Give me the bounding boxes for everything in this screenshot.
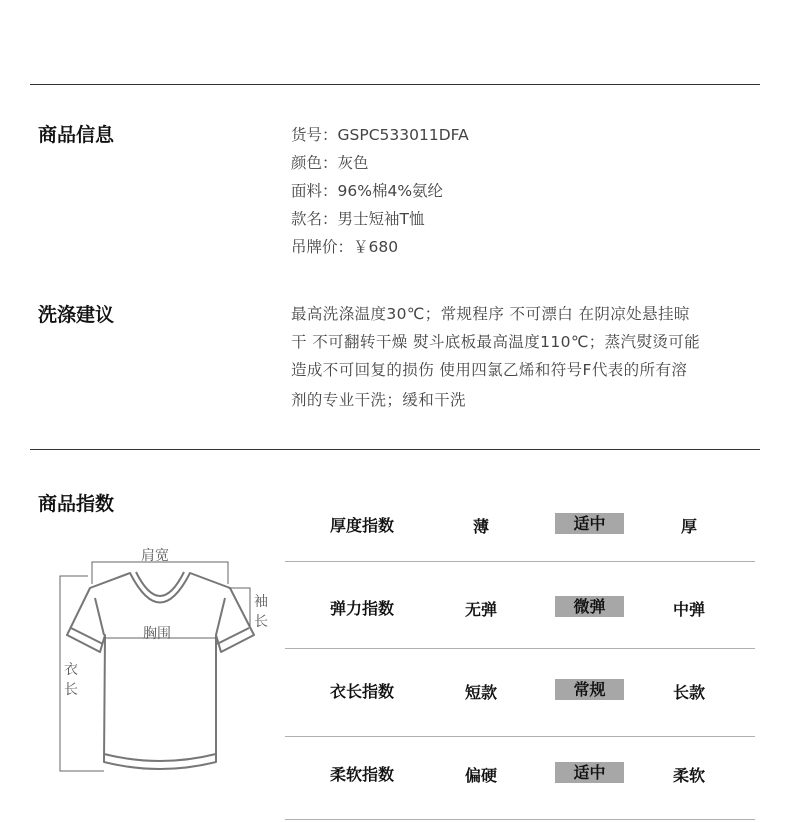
item-number: 货号：GSPC533011DFA <box>291 126 469 144</box>
product-info-heading: 商品信息 <box>38 124 115 146</box>
index-option: 偏硬 <box>464 766 497 785</box>
index-label: 厚度指数 <box>330 516 395 535</box>
tshirt-size-diagram <box>40 540 280 785</box>
item-style: 款名：男士短袖T恤 <box>291 210 425 228</box>
washing-heading: 洗涤建议 <box>38 304 115 326</box>
chest-label: 胸围 <box>143 626 171 642</box>
row-divider <box>285 819 755 820</box>
indices-heading: 商品指数 <box>38 493 115 515</box>
sleeve-length-label: 袖 长 <box>254 594 268 630</box>
index-option: 薄 <box>472 517 489 536</box>
washing-line: 造成不可回复的损伤 使用四氯乙烯和符号F代表的所有溶 <box>291 361 688 379</box>
top-divider <box>30 84 760 85</box>
item-price: 吊牌价：￥680 <box>291 238 399 256</box>
index-option-selected: 常规 <box>555 679 624 700</box>
row-divider <box>285 648 755 649</box>
washing-line: 干 不可翻转干燥 熨斗底板最高温度110℃；蒸汽熨烫可能 <box>291 333 701 351</box>
index-label: 衣长指数 <box>330 682 395 701</box>
index-option: 长款 <box>672 683 705 702</box>
index-option-selected: 微弹 <box>555 596 624 617</box>
index-option: 中弹 <box>672 600 705 619</box>
row-divider <box>285 736 755 737</box>
index-option-selected: 适中 <box>555 762 624 783</box>
index-option-selected: 适中 <box>555 513 624 534</box>
section-divider <box>30 449 760 450</box>
index-option: 短款 <box>464 683 497 702</box>
index-label: 柔软指数 <box>330 765 395 784</box>
item-fabric: 面料：96%棉4%氨纶 <box>291 182 444 200</box>
index-label: 弹力指数 <box>330 599 395 618</box>
washing-line: 剂的专业干洗；缓和干洗 <box>291 391 466 409</box>
index-option: 厚 <box>680 517 697 536</box>
item-color: 颜色：灰色 <box>291 154 369 172</box>
index-option: 无弹 <box>464 600 497 619</box>
shoulder-width-label: 肩宽 <box>141 548 169 564</box>
row-divider <box>285 561 755 562</box>
index-option: 柔软 <box>672 766 705 785</box>
body-length-label: 衣 长 <box>64 662 78 698</box>
washing-line: 最高洗涤温度30℃；常规程序 不可漂白 在阴凉处悬挂晾 <box>291 305 690 323</box>
